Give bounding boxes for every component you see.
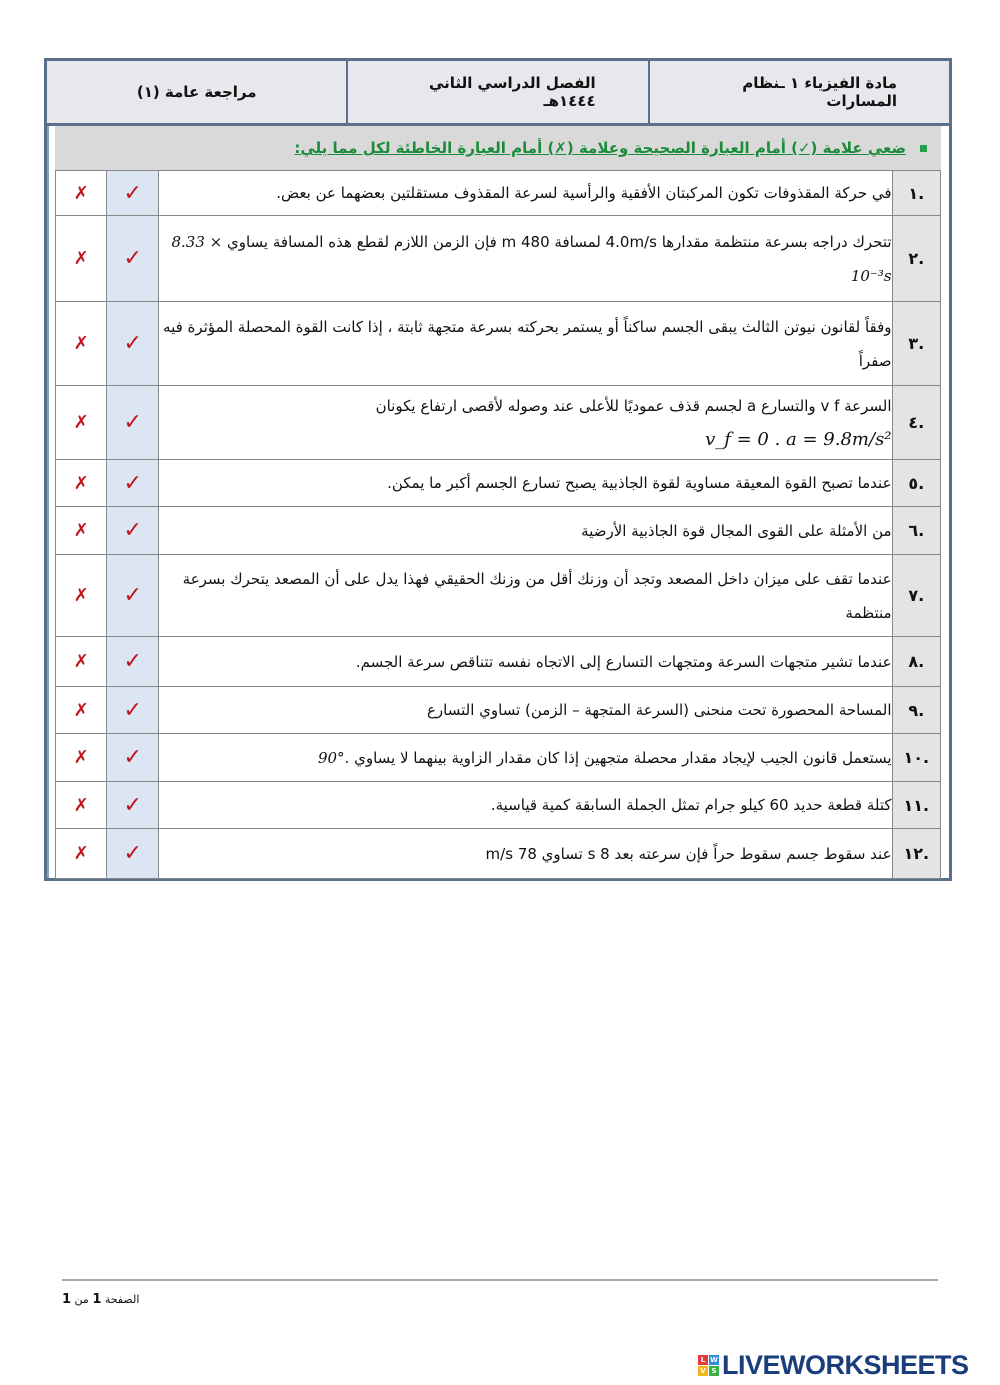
statement-text: وفقاً لقانون نيوتن الثالث يبقى الجسم ساكناً أو يستمر بحركته بسرعة متجهة ثابتة ، إذا كانت القوة المحصلة المؤثرة فيه صفراً bbox=[163, 317, 892, 370]
cross-icon: ✗ bbox=[73, 248, 89, 269]
header-semester: الفصل الدراسي الثاني ١٤٤٤هـ bbox=[346, 61, 647, 123]
question-statement bbox=[158, 460, 892, 507]
question-number: .١٠ bbox=[892, 734, 940, 782]
statement-text: عندما تشير متجهات السرعة ومتجهات التسارع إلى الاتجاه نفسه تتناقص سرعة الجسم. bbox=[355, 652, 892, 671]
statement-text: السرعة v f والتسارع a لجسم قذف عموديًا للأعلى عند وصوله لأقصى ارتفاع يكونان bbox=[375, 396, 892, 415]
question-row bbox=[56, 687, 941, 734]
question-statement bbox=[158, 687, 892, 734]
question-number: .٤ bbox=[892, 386, 940, 460]
question-number: .٢ bbox=[892, 216, 940, 302]
liveworksheets-logo-icon bbox=[698, 1355, 719, 1376]
wrong-mark-button[interactable] bbox=[56, 829, 107, 879]
header-subject: مادة الفيزياء ١ ـنظام المسارات bbox=[648, 61, 949, 123]
page-number: 1 bbox=[92, 1292, 102, 1307]
wrong-mark-button[interactable] bbox=[56, 734, 107, 782]
correct-mark-button[interactable] bbox=[107, 555, 158, 637]
correct-mark-button[interactable] bbox=[107, 782, 158, 829]
question-row bbox=[56, 637, 941, 687]
page-label: الصفحة bbox=[104, 1293, 140, 1306]
correct-mark-button[interactable] bbox=[107, 460, 158, 507]
statement-text: تتحرك دراجه بسرعة منتظمة مقدارها 4.0m/s لمسافة 480 m فإن الزمن اللازم لقطع هذه المسافة يساوي bbox=[227, 232, 892, 251]
page-footer bbox=[62, 1292, 139, 1307]
logo-letter: V bbox=[698, 1366, 708, 1376]
check-icon: ✓ bbox=[123, 841, 142, 866]
question-statement bbox=[158, 829, 892, 879]
correct-mark-button[interactable] bbox=[107, 507, 158, 555]
correct-mark-button[interactable] bbox=[107, 829, 158, 879]
page-total: 1 bbox=[62, 1292, 72, 1307]
correct-mark-button[interactable] bbox=[107, 302, 158, 386]
instruction-text: ضعي علامة (✓) أمام العبارة الصحيحة وعلامة (✗) أمام العبارة الخاطئة لكل مما يلي: bbox=[294, 139, 906, 157]
question-statement bbox=[158, 216, 892, 302]
check-icon: ✓ bbox=[123, 649, 142, 674]
question-statement bbox=[158, 171, 892, 216]
wrong-mark-button[interactable] bbox=[56, 171, 107, 216]
question-row bbox=[56, 216, 941, 302]
wrong-mark-button[interactable] bbox=[56, 782, 107, 829]
check-icon: ✓ bbox=[123, 518, 142, 543]
question-statement bbox=[158, 637, 892, 687]
check-icon: ✓ bbox=[123, 697, 142, 723]
cross-icon: ✗ bbox=[73, 699, 89, 721]
statement-text: عند سقوط جسم سقوط حراً فإن سرعته بعد 8 s تساوي 78 m/s bbox=[485, 844, 892, 863]
questions-table bbox=[55, 170, 941, 879]
correct-mark-button[interactable] bbox=[107, 734, 158, 782]
question-row bbox=[56, 302, 941, 386]
instruction-bar bbox=[55, 126, 941, 170]
cross-icon: ✗ bbox=[73, 651, 89, 672]
question-number: .٧ bbox=[892, 555, 940, 637]
footer-divider bbox=[62, 1279, 938, 1281]
wrong-mark-button[interactable] bbox=[56, 386, 107, 460]
question-statement bbox=[158, 302, 892, 386]
statement-text: في حركة المقذوفات تكون المركبتان الأفقية والرأسية لسرعة المقذوف مستقلتين بعضهما عن بعض. bbox=[276, 184, 892, 202]
correct-mark-button[interactable] bbox=[107, 216, 158, 302]
wrong-mark-button[interactable] bbox=[56, 687, 107, 734]
statement-text: عندما تصبح القوة المعيقة مساوية لقوة الجاذبية يصبح تسارع الجسم أكبر ما يمكن. bbox=[387, 474, 892, 492]
question-row bbox=[56, 734, 941, 782]
statement-text: يستعمل قانون الجيب لإيجاد مقدار محصلة متجهين إذا كان مقدار الزاوية بينهما لا يساوي bbox=[354, 748, 892, 767]
statement-text: عندما تقف على ميزان داخل المصعد وتجد أن وزنك أقل من وزنك الحقيقي فهذا يدل على أن المصعد يتحرك بسرعة منتظمة bbox=[182, 569, 892, 622]
check-icon: ✓ bbox=[123, 246, 142, 271]
cross-icon: ✗ bbox=[73, 412, 89, 433]
check-icon: ✓ bbox=[123, 745, 142, 770]
question-number: .٦ bbox=[892, 507, 940, 555]
wrong-mark-button[interactable] bbox=[56, 216, 107, 302]
question-row bbox=[56, 555, 941, 637]
header-bar bbox=[47, 61, 949, 126]
statement-text: من الأمثلة على القوى المجال قوة الجاذبية الأرضية bbox=[581, 521, 892, 540]
wrong-mark-button[interactable] bbox=[56, 302, 107, 386]
check-icon: ✓ bbox=[123, 583, 142, 608]
cross-icon: ✗ bbox=[73, 585, 89, 606]
correct-mark-button[interactable] bbox=[107, 687, 158, 734]
question-number: .٨ bbox=[892, 637, 940, 687]
of-label: من bbox=[74, 1293, 89, 1306]
question-statement bbox=[158, 555, 892, 637]
question-row bbox=[56, 386, 941, 460]
check-icon: ✓ bbox=[123, 410, 142, 435]
question-number: .٩ bbox=[892, 687, 940, 734]
cross-icon: ✗ bbox=[73, 843, 89, 864]
bullet-icon bbox=[920, 145, 927, 152]
question-statement bbox=[158, 782, 892, 829]
check-icon: ✓ bbox=[123, 792, 142, 818]
cross-icon: ✗ bbox=[73, 794, 89, 816]
liveworksheets-brand bbox=[698, 1350, 969, 1381]
wrong-mark-button[interactable] bbox=[56, 507, 107, 555]
question-row bbox=[56, 460, 941, 507]
question-statement bbox=[158, 734, 892, 782]
statement-math: v_f = 0 . a = 9.8m/s² bbox=[705, 428, 892, 450]
wrong-mark-button[interactable] bbox=[56, 460, 107, 507]
brand-name: LIVEWORKSHEETS bbox=[722, 1350, 969, 1380]
check-icon: ✓ bbox=[123, 470, 142, 496]
question-row bbox=[56, 507, 941, 555]
cross-icon: ✗ bbox=[73, 333, 89, 354]
correct-mark-button[interactable] bbox=[107, 637, 158, 687]
header-review: مراجعة عامة (١) bbox=[136, 83, 257, 101]
question-statement bbox=[158, 386, 892, 460]
worksheet-frame bbox=[44, 58, 952, 881]
question-row bbox=[56, 829, 941, 879]
cross-icon: ✗ bbox=[73, 520, 89, 541]
check-icon: ✓ bbox=[123, 180, 142, 206]
statement-math: 90°. bbox=[317, 748, 350, 767]
correct-mark-button[interactable] bbox=[107, 386, 158, 460]
question-statement bbox=[158, 507, 892, 555]
question-number: .١٢ bbox=[892, 829, 940, 879]
check-icon: ✓ bbox=[123, 331, 142, 356]
logo-letter: L bbox=[698, 1355, 708, 1365]
logo-letter: S bbox=[709, 1366, 719, 1376]
cross-icon: ✗ bbox=[73, 182, 89, 204]
cross-icon: ✗ bbox=[73, 472, 89, 494]
wrong-mark-button[interactable] bbox=[56, 637, 107, 687]
cross-icon: ✗ bbox=[73, 747, 89, 768]
statement-text: كتلة قطعة حديد 60 كيلو جرام تمثل الجملة السابقة كمية قياسية. bbox=[490, 796, 892, 814]
question-number: .١١ bbox=[892, 782, 940, 829]
statement-text: المساحة المحصورة تحت منحنى (السرعة المتجهة – الزمن) تساوي التسارع bbox=[426, 701, 892, 719]
wrong-mark-button[interactable] bbox=[56, 555, 107, 637]
question-number: .١ bbox=[892, 171, 940, 216]
question-row bbox=[56, 782, 941, 829]
correct-mark-button[interactable] bbox=[107, 171, 158, 216]
statement-math: 8.33 × 10⁻³s bbox=[171, 232, 892, 285]
question-row bbox=[56, 171, 941, 216]
question-number: .٣ bbox=[892, 302, 940, 386]
question-number: .٥ bbox=[892, 460, 940, 507]
logo-letter: W bbox=[710, 1356, 718, 1364]
